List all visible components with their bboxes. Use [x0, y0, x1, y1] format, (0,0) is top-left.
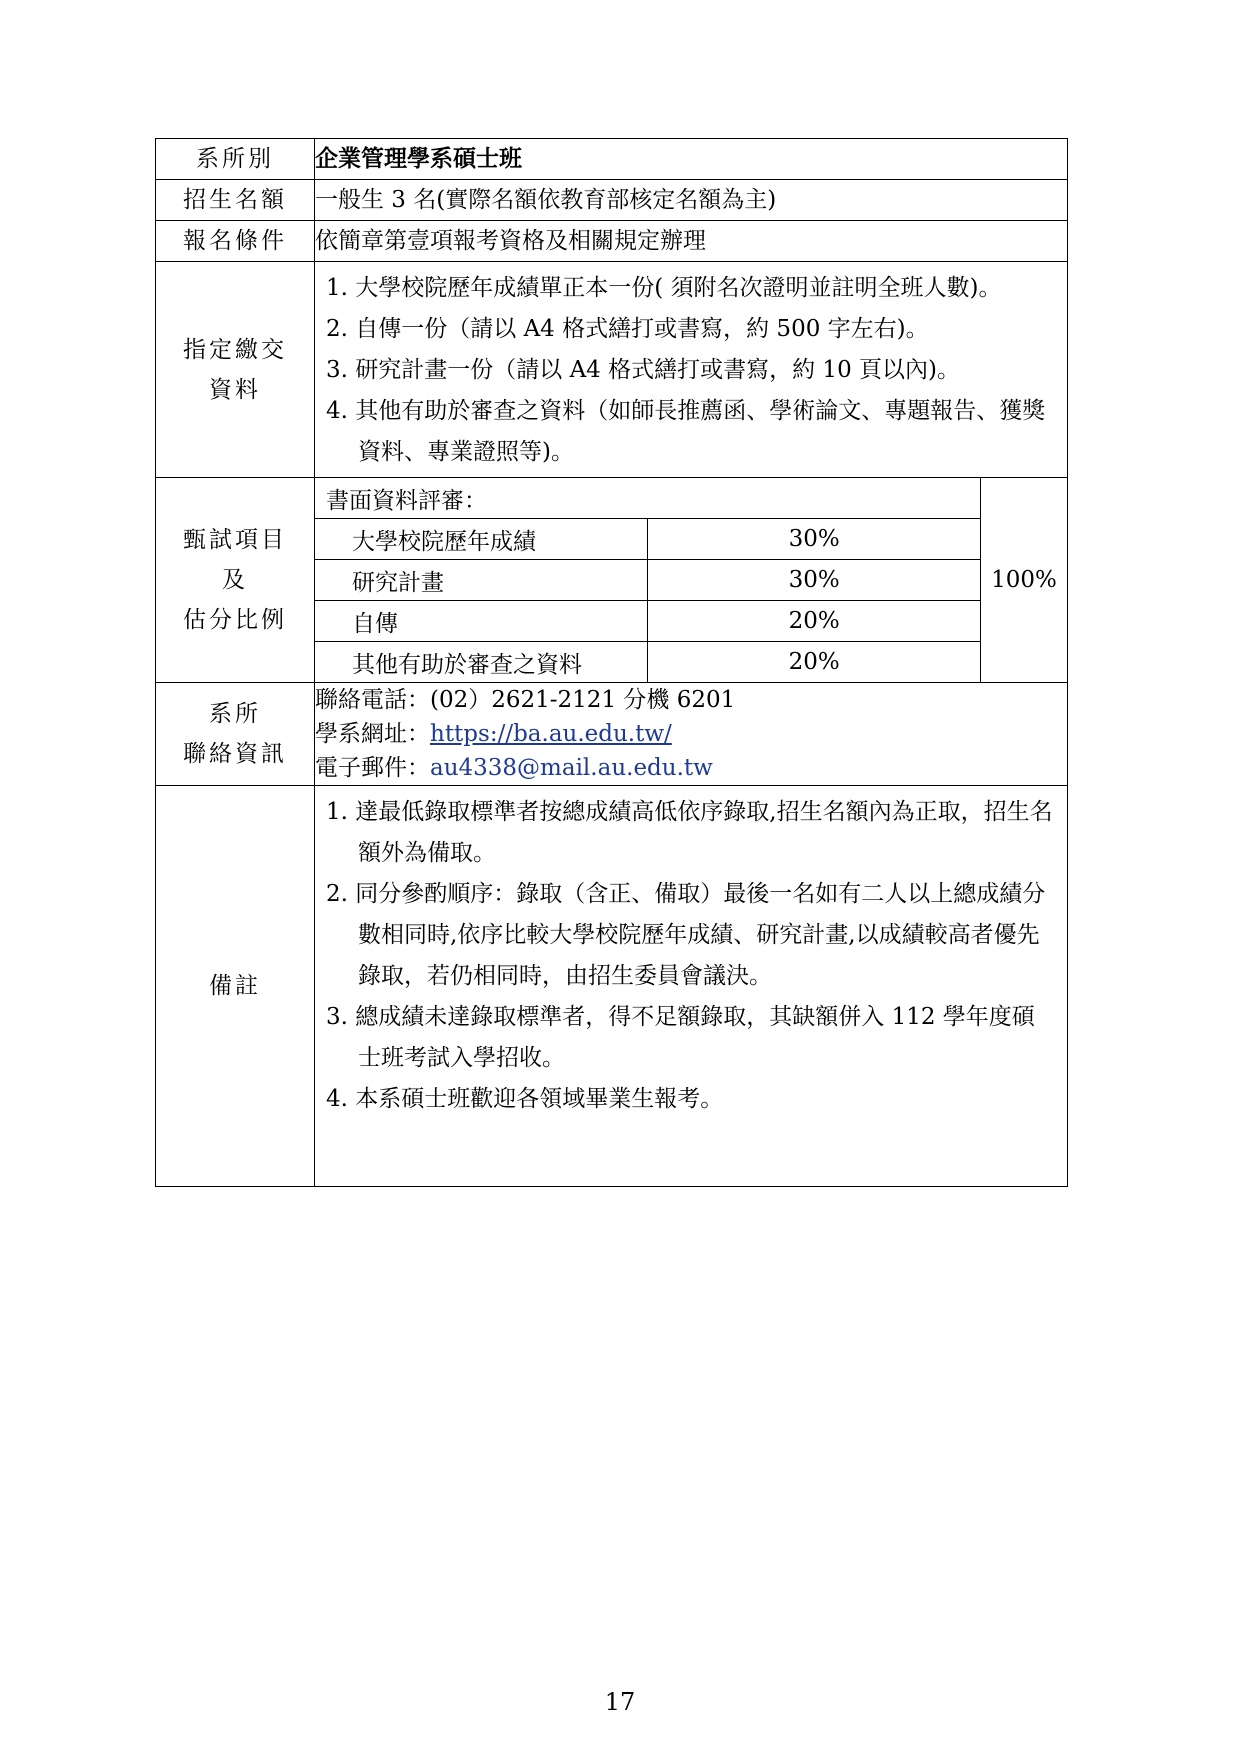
row-quota [156, 180, 1068, 221]
row-notes [156, 786, 1068, 1187]
contact-phone: 聯絡電話：(02）2621-2121 分機 6201 [315, 687, 736, 713]
label-exam-line2: 及 [222, 567, 248, 593]
label-eligibility: 報名條件 [156, 221, 315, 262]
exam-criterion-row [315, 601, 1067, 642]
label-quota: 招生名額 [156, 180, 315, 221]
documents-item: 1. 大學校院歷年成績單正本一份( 須附名次證明並註明全班人數)。 [326, 275, 1002, 301]
label-notes: 備註 [156, 786, 315, 1187]
website-link[interactable]: https://ba.au.edu.tw/ [430, 721, 672, 747]
row-exam [156, 478, 1068, 683]
documents-list [315, 262, 1067, 477]
contact-cell [315, 683, 1068, 786]
notes-item: 2. 同分參酌順序：錄取（含正、備取）最後一名如有二人以上總成績分數相同時,依序比較大學校院歷年成績、研究計畫,以成績較高者優先錄取，若仍相同時，由招生委員會議決。 [326, 881, 1046, 989]
value-eligibility: 依簡章第壹項報考資格及相關規定辦理 [315, 221, 1068, 262]
criterion-name: 自傳 [315, 601, 648, 642]
criterion-weight: 20% [648, 601, 981, 642]
label-exam-line1: 甄試項目 [183, 527, 287, 553]
label-exam [156, 478, 315, 683]
documents-cell [315, 262, 1068, 478]
admission-table [155, 138, 1068, 1187]
value-department: 企業管理學系碩士班 [315, 139, 1068, 180]
label-contact-line2: 聯絡資訊 [183, 741, 287, 767]
exam-heading-row [315, 478, 1067, 519]
label-contact-line1: 系所 [209, 701, 261, 727]
criterion-weight: 30% [648, 519, 981, 560]
row-department [156, 139, 1068, 180]
row-documents [156, 262, 1068, 478]
contact-website-line [315, 717, 1067, 751]
exam-criterion-row [315, 519, 1067, 560]
label-exam-line3: 估分比例 [183, 607, 287, 633]
label-contact [156, 683, 315, 786]
notes-cell [315, 786, 1068, 1187]
row-contact [156, 683, 1068, 786]
notes-item: 1. 達最低錄取標準者按總成績高低依序錄取,招生名額內為正取，招生名額外為備取。 [326, 799, 1053, 866]
page-number: 17 [604, 1688, 636, 1716]
website-label: 學系網址： [315, 721, 430, 747]
notes-list [315, 786, 1067, 1124]
label-documents-line2: 資料 [209, 376, 261, 403]
label-documents [156, 262, 315, 478]
value-quota: 一般生 3 名(實際名額依教育部核定名額為主) [315, 180, 1068, 221]
admission-table-sheet [155, 138, 1068, 1187]
exam-criterion-row [315, 560, 1067, 601]
email-address: au4338@mail.au.edu.tw [430, 755, 713, 781]
notes-item: 3. 總成績未達錄取標準者，得不足額錄取，其缺額併入 112 學年度碩士班考試入學招收。 [326, 1004, 1035, 1071]
exam-criteria-table [315, 478, 1067, 682]
notes-item: 4. 本系碩士班歡迎各領域畢業生報考。 [326, 1086, 724, 1112]
criterion-name: 大學校院歷年成績 [315, 519, 648, 560]
exam-heading: 書面資料評審： [315, 478, 981, 519]
documents-item: 3. 研究計畫一份（請以 A4 格式繕打或書寫，約 10 頁以內)。 [326, 357, 960, 383]
exam-criterion-row [315, 642, 1067, 683]
criterion-name: 研究計畫 [315, 560, 648, 601]
email-label: 電子郵件： [315, 755, 430, 781]
documents-item: 4. 其他有助於審查之資料（如師長推薦函、學術論文、專題報告、獲獎資料、專業證照等)。 [326, 398, 1046, 465]
criterion-weight: 30% [648, 560, 981, 601]
exam-total: 100% [981, 478, 1068, 682]
criterion-name: 其他有助於審查之資料 [315, 642, 648, 683]
row-eligibility [156, 221, 1068, 262]
criterion-weight: 20% [648, 642, 981, 683]
label-documents-line1: 指定繳交 [183, 336, 287, 363]
label-department: 系所別 [156, 139, 315, 180]
documents-item: 2. 自傳一份（請以 A4 格式繕打或書寫，約 500 字左右)。 [326, 316, 929, 342]
exam-cell [315, 478, 1068, 683]
contact-email-line [315, 751, 1067, 785]
